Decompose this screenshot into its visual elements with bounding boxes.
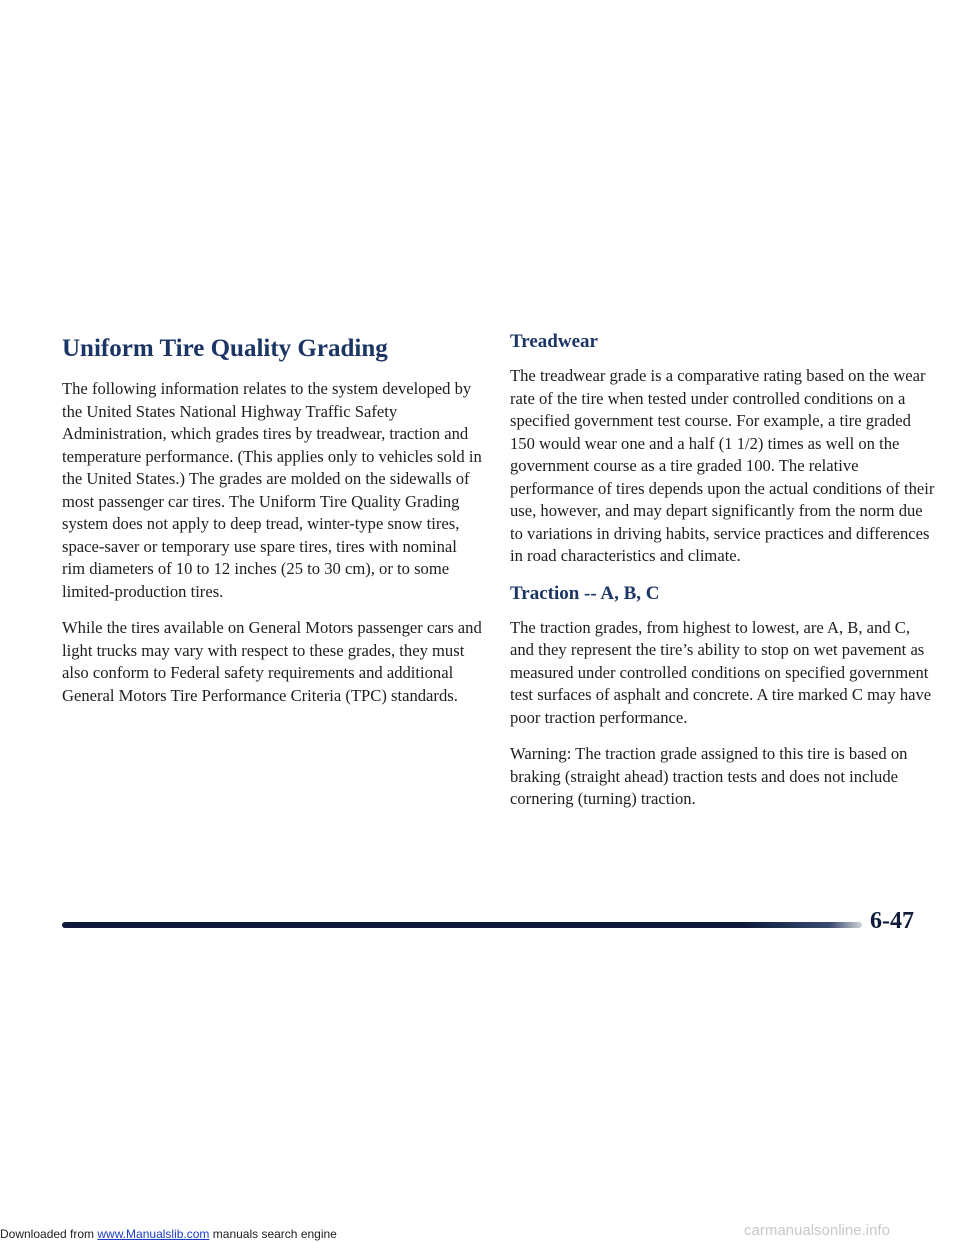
banner-suffix: manuals search engine xyxy=(209,1227,337,1241)
watermark: carmanualsonline.info xyxy=(744,1222,890,1239)
subheading-traction: Traction -- A, B, C xyxy=(510,582,660,604)
paragraph-traction-warning: Warning: The traction grade assigned to this tire is based on braking (straight ahead) traction tests and does not include cornering (turning) traction. xyxy=(510,744,908,808)
banner-prefix: Downloaded from xyxy=(0,1227,98,1241)
paragraph-gm-tpc-standards: While the tires available on General Motors passenger cars and light trucks may vary with respect to these grades, they must also conform to Federal safety requirements and additional General Motors Tire Performance Criteria (TPC) standards. xyxy=(62,618,482,705)
paragraph-traction-grades: The traction grades, from highest to lowest, are A, B, and C, and they represent the tire’s ability to stop on wet pavement as measured under controlled conditions on specified government test surfaces of asphalt and concrete. A tire marked C may have poor traction performance. xyxy=(510,617,932,727)
page-number: 6-47 xyxy=(870,908,914,934)
manualslib-link[interactable]: www.Manualslib.com xyxy=(97,1227,210,1241)
paragraph-utqg-intro: The following information relates to the system developed by the United States National Highway Traffic Safety Administration, which grades tires by treadwear, traction and temperature performance. (This applies only to vehicles sold in the United States.) The grades are molded on the sidewalls of most passenger car tires. The Uniform Tire Quality Grading system does not apply to deep tread, winter-type snow tires, space-saver or temporary use spare tires, tires with nominal rim diameters of 10 to 12 inches (25 to 30 cm), or to some limited-production tires. xyxy=(62,379,482,601)
right-column xyxy=(510,330,938,825)
left-column xyxy=(62,330,482,721)
section-heading-uniform-tire-quality-grading: Uniform Tire Quality Grading xyxy=(62,335,388,362)
footer-rule xyxy=(62,922,862,928)
subheading-treadwear: Treadwear xyxy=(510,331,598,352)
paragraph-treadwear: The treadwear grade is a comparative rating based on the wear rate of the tire when tested under controlled conditions on a specified government test course. For example, a tire graded 150 would wear one and a half (1 1/2) times as well on the government course as a tire graded 100. The relative performance of tires depends upon the actual conditions of their use, however, and may depart significantly from the norm due to variations in driving habits, service practices and differences in road characteristics and climate. xyxy=(510,366,935,565)
